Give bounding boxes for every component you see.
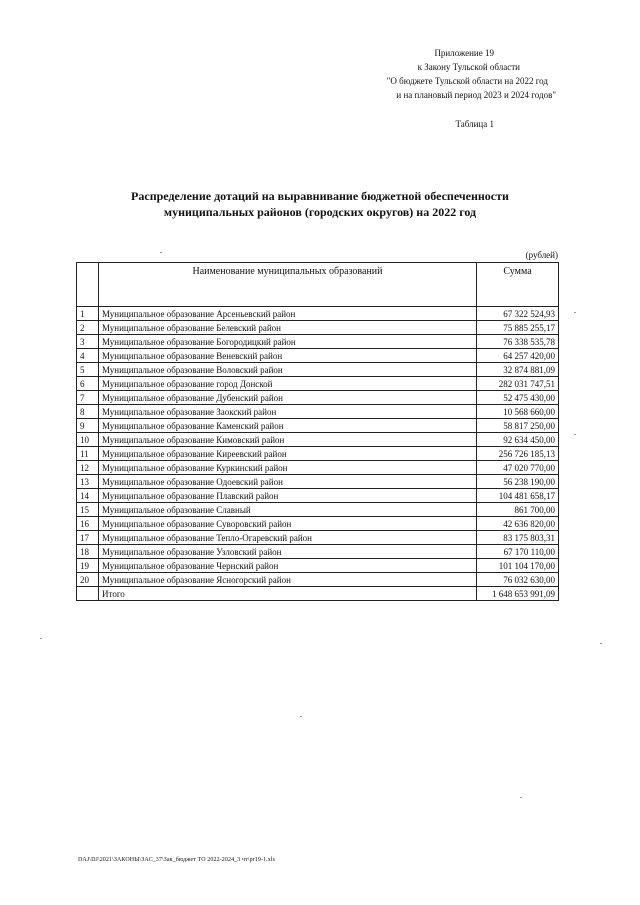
row-number: 18 [77,545,99,559]
table-row [77,349,559,363]
header-number [77,263,99,307]
row-number: 3 [77,335,99,349]
table-row [77,517,559,531]
appendix-line: Приложение 19 [434,48,494,58]
row-number: 1 [77,307,99,321]
row-municipality-name: Муниципальное образование Узловский район [99,545,477,559]
row-sum: 32 874 881,09 [477,363,559,377]
row-municipality-name: Муниципальное образование Заокский район [99,405,477,419]
row-municipality-name: Муниципальное образование город Донской [99,377,477,391]
scan-speck [520,797,522,798]
table-number: Таблица 1 [455,119,494,129]
row-municipality-name: Муниципальное образование Плавский район [99,489,477,503]
table-row [77,307,559,321]
row-municipality-name: Муниципальное образование Славный [99,503,477,517]
table-row [77,391,559,405]
scan-speck [300,716,302,717]
row-municipality-name: Муниципальное образование Дубенский район [99,391,477,405]
appendix-line: "О бюджете Тульской области на 2022 год [386,76,548,86]
row-sum: 282 031 747,51 [477,377,559,391]
total-row [77,587,559,601]
row-municipality-name: Муниципальное образование Киреевский район [99,447,477,461]
table-row [77,335,559,349]
table-row [77,503,559,517]
table-row [77,475,559,489]
table-row [77,559,559,573]
row-sum: 56 238 190,00 [477,475,559,489]
row-sum: 92 634 450,00 [477,433,559,447]
row-sum: 58 817 250,00 [477,419,559,433]
table-row [77,531,559,545]
table-row [77,419,559,433]
row-municipality-name: Муниципальное образование Богородицкий район [99,335,477,349]
appendix-line: и на плановый период 2023 и 2024 годов" [396,90,556,100]
title-line: Распределение дотаций на выравнивание бюджетной обеспеченности [131,189,509,203]
row-number: 7 [77,391,99,405]
title-line: муниципальных районов (городских округов) на 2022 год [163,205,477,219]
document-title [90,188,550,220]
row-municipality-name: Муниципальное образование Ясногорский район [99,573,477,587]
footer-file-path: DAJ\DJ\2021\ЗАКОНЫ\ЗАС_37\Зак_бюджет ТО 2022-2024_3 чт\pr19-1.xls [78,857,276,863]
table-row [77,405,559,419]
row-number: 10 [77,433,99,447]
row-number: 19 [77,559,99,573]
scan-speck [574,312,576,313]
units-label: (рублей) [525,250,558,260]
row-sum: 67 322 524,93 [477,307,559,321]
row-number: 20 [77,573,99,587]
row-number: 13 [77,475,99,489]
row-sum: 10 568 660,00 [477,405,559,419]
table-row [77,377,559,391]
table-row [77,573,559,587]
row-sum: 104 481 658,17 [477,489,559,503]
row-sum: 75 885 255,17 [477,321,559,335]
row-municipality-name: Муниципальное образование Чернский район [99,559,477,573]
row-municipality-name: Муниципальное образование Кимовский район [99,433,477,447]
appendix-block [256,46,556,102]
row-municipality-name: Муниципальное образование Арсеньевский район [99,307,477,321]
row-number: 4 [77,349,99,363]
distribution-table [76,262,559,601]
row-municipality-name: Муниципальное образование Суворовский район [99,517,477,531]
row-sum: 42 636 820,00 [477,517,559,531]
row-sum: 64 257 420,00 [477,349,559,363]
table-row [77,321,559,335]
row-municipality-name: Муниципальное образование Одоевский район [99,475,477,489]
row-sum: 1 648 653 991,09 [477,587,559,601]
row-municipality-name: Муниципальное образование Воловский район [99,363,477,377]
scan-speck [160,252,162,253]
row-number: 16 [77,517,99,531]
header-name: Наименование муниципальных образований [99,263,477,307]
row-municipality-name: Муниципальное образование Веневский район [99,349,477,363]
row-number [77,587,99,601]
row-sum: 76 032 630,00 [477,573,559,587]
table-row [77,363,559,377]
row-number: 5 [77,363,99,377]
row-sum: 256 726 185,13 [477,447,559,461]
row-number: 6 [77,377,99,391]
table-row [77,545,559,559]
row-number: 2 [77,321,99,335]
row-municipality-name: Муниципальное образование Каменский район [99,419,477,433]
table-row [77,433,559,447]
scan-speck [600,643,602,644]
table-header-row [77,263,559,307]
row-sum: 52 475 430,00 [477,391,559,405]
table-row [77,489,559,503]
row-sum: 101 104 170,00 [477,559,559,573]
row-sum: 67 170 110,00 [477,545,559,559]
row-number: 14 [77,489,99,503]
row-number: 9 [77,419,99,433]
table-row [77,447,559,461]
row-sum: 83 175 803,31 [477,531,559,545]
appendix-line: к Закону Тульской области [417,62,520,72]
row-municipality-name: Муниципальное образование Белевский район [99,321,477,335]
row-municipality-name: Муниципальное образование Куркинский район [99,461,477,475]
row-number: 12 [77,461,99,475]
scan-speck [574,434,576,435]
header-sum: Сумма [477,263,559,307]
row-sum: 76 338 535,78 [477,335,559,349]
row-municipality-name: Муниципальное образование Тепло-Огаревский район [99,531,477,545]
row-number: 17 [77,531,99,545]
row-municipality-name: Итого [99,587,477,601]
scan-speck [40,638,42,639]
row-sum: 47 020 770,00 [477,461,559,475]
row-number: 15 [77,503,99,517]
table-row [77,461,559,475]
row-number: 11 [77,447,99,461]
row-sum: 861 700,00 [477,503,559,517]
row-number: 8 [77,405,99,419]
